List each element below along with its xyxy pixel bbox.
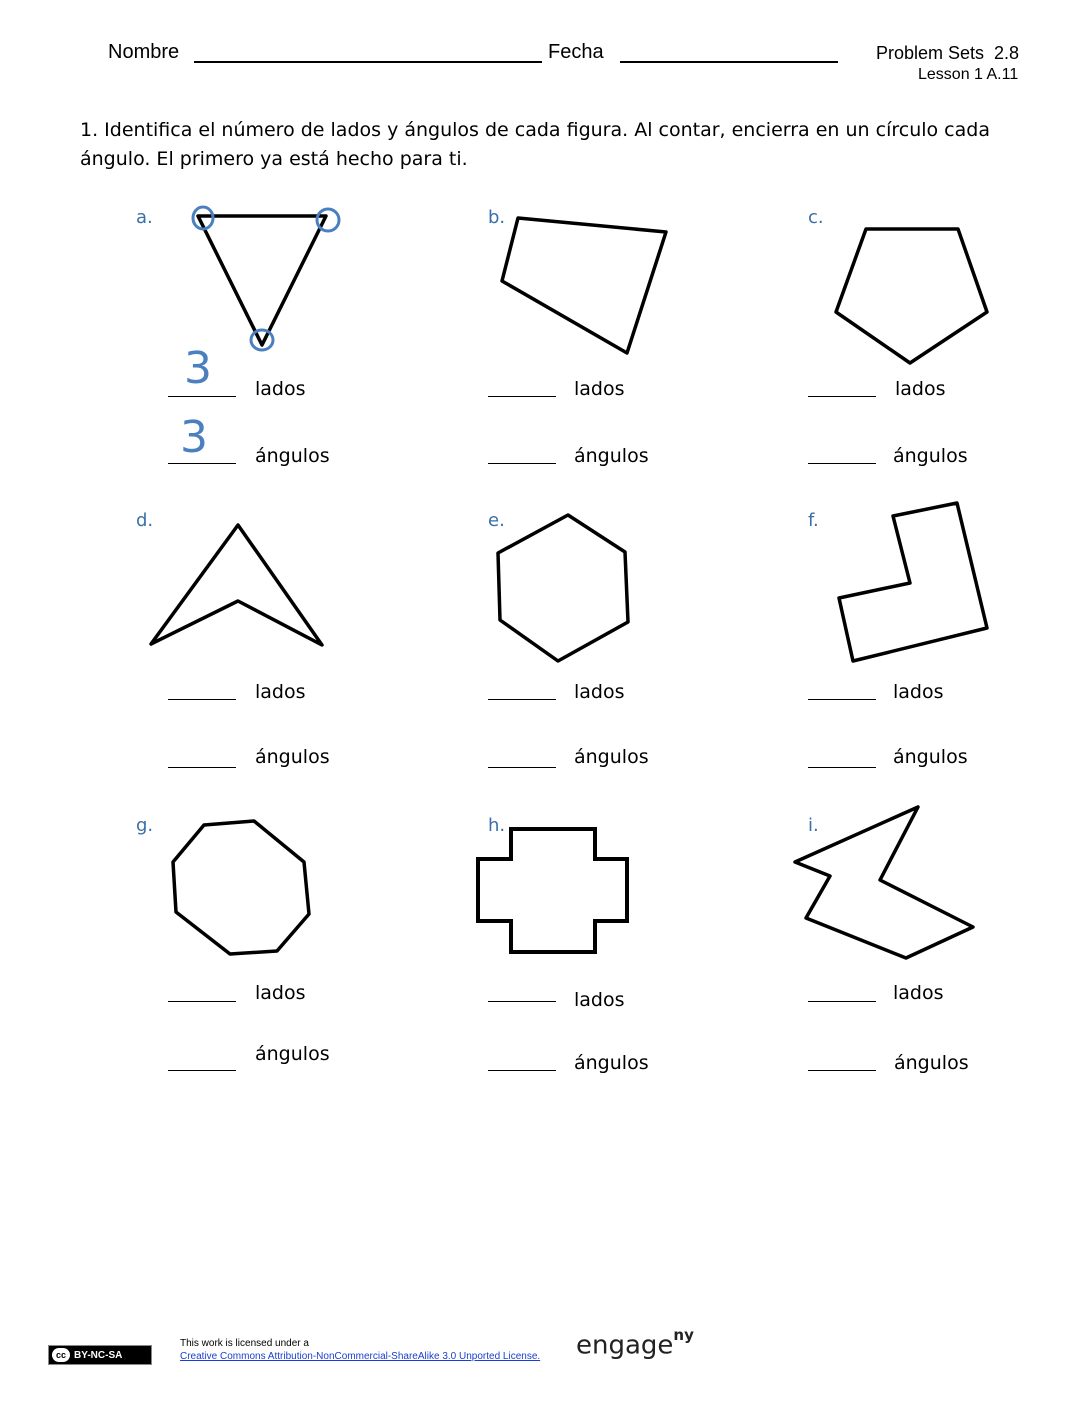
- quadrilateral-shape: [502, 218, 666, 353]
- l-shape: [839, 503, 987, 661]
- angle-circle-top-right: [317, 209, 339, 231]
- cc-badge-text: BY-NC-SA: [74, 1349, 123, 1361]
- pentagon-shape: [836, 229, 987, 363]
- problem-letter-b: b.: [488, 207, 506, 228]
- answer-sides-a: 3: [184, 343, 212, 394]
- angles-label-i: ángulos: [894, 1052, 969, 1074]
- ny-superscript: ny: [673, 1326, 694, 1344]
- engageny-logo: [576, 1326, 694, 1361]
- lightning-bolt-shape: [795, 807, 973, 958]
- license-intro: This work is licensed under a: [180, 1338, 309, 1349]
- sides-label-e: lados: [574, 681, 625, 703]
- angles-label-a: ángulos: [255, 445, 330, 467]
- triangle-shape: [198, 216, 326, 345]
- sides-blank-f[interactable]: [808, 699, 876, 700]
- problem-letter-f: f.: [808, 510, 819, 531]
- sides-blank-a[interactable]: [168, 396, 236, 397]
- angles-label-d: ángulos: [255, 746, 330, 768]
- cross-shape: [478, 829, 627, 952]
- answer-angles-a: 3: [180, 412, 208, 463]
- angles-label-f: ángulos: [893, 746, 968, 768]
- sides-label-c: lados: [895, 378, 946, 400]
- license-link[interactable]: Creative Commons Attribution-NonCommercial-ShareAlike 3.0 Unported License.: [180, 1351, 541, 1362]
- cc-icon: cc: [52, 1348, 70, 1362]
- hexagon-shape: [498, 515, 628, 661]
- instructions: 1. Identifica el número de lados y ángulos de cada figura. Al contar, encierra en un círculo cada ángulo. El primero ya está hecho para ti.: [80, 119, 990, 170]
- angles-label-h: ángulos: [574, 1052, 649, 1074]
- problem-letter-d: d.: [136, 510, 154, 531]
- sides-label-a: lados: [255, 378, 306, 400]
- angles-blank-f[interactable]: [808, 767, 876, 768]
- sides-blank-i[interactable]: [808, 1001, 876, 1002]
- engage-brand-text: engage: [576, 1330, 674, 1361]
- sides-label-i: lados: [893, 982, 944, 1004]
- problem-letter-g: g.: [136, 815, 154, 836]
- angles-blank-e[interactable]: [488, 767, 556, 768]
- problem-letter-c: c.: [808, 207, 824, 228]
- lesson-label: Lesson 1 A.11: [918, 66, 1019, 83]
- sides-blank-c[interactable]: [808, 396, 876, 397]
- cc-license-badge: [48, 1345, 152, 1365]
- sides-label-b: lados: [574, 378, 625, 400]
- angles-blank-d[interactable]: [168, 767, 236, 768]
- angles-blank-i[interactable]: [808, 1070, 876, 1071]
- angles-blank-c[interactable]: [808, 463, 876, 464]
- angle-circle-bottom: [251, 330, 273, 350]
- sides-blank-d[interactable]: [168, 699, 236, 700]
- sides-label-f: lados: [893, 681, 944, 703]
- sides-blank-b[interactable]: [488, 396, 556, 397]
- problem-letter-i: i.: [808, 815, 819, 836]
- date-label: Fecha: [548, 41, 604, 63]
- sides-label-h: lados: [574, 989, 625, 1011]
- angles-blank-h[interactable]: [488, 1070, 556, 1071]
- angles-blank-g[interactable]: [168, 1070, 236, 1071]
- angle-circles: [193, 207, 339, 350]
- problem-set-label: Problem Sets 2.8: [876, 43, 1020, 63]
- sides-blank-e[interactable]: [488, 699, 556, 700]
- angles-label-g: ángulos: [255, 1043, 330, 1065]
- name-label: Nombre: [108, 41, 180, 63]
- angles-label-c: ángulos: [893, 445, 968, 467]
- sides-label-d: lados: [255, 681, 306, 703]
- problem-letter-h: h.: [488, 815, 506, 836]
- problem-letter-a: a.: [136, 207, 153, 228]
- sides-blank-h[interactable]: [488, 1001, 556, 1002]
- angles-label-e: ángulos: [574, 746, 649, 768]
- angles-blank-b[interactable]: [488, 463, 556, 464]
- sides-label-g: lados: [255, 982, 306, 1004]
- arrowhead-shape: [151, 525, 322, 645]
- octagon-shape: [173, 821, 309, 954]
- angles-label-b: ángulos: [574, 445, 649, 467]
- sides-blank-g[interactable]: [168, 1001, 236, 1002]
- angles-blank-a[interactable]: [168, 463, 236, 464]
- problem-letter-e: e.: [488, 510, 505, 531]
